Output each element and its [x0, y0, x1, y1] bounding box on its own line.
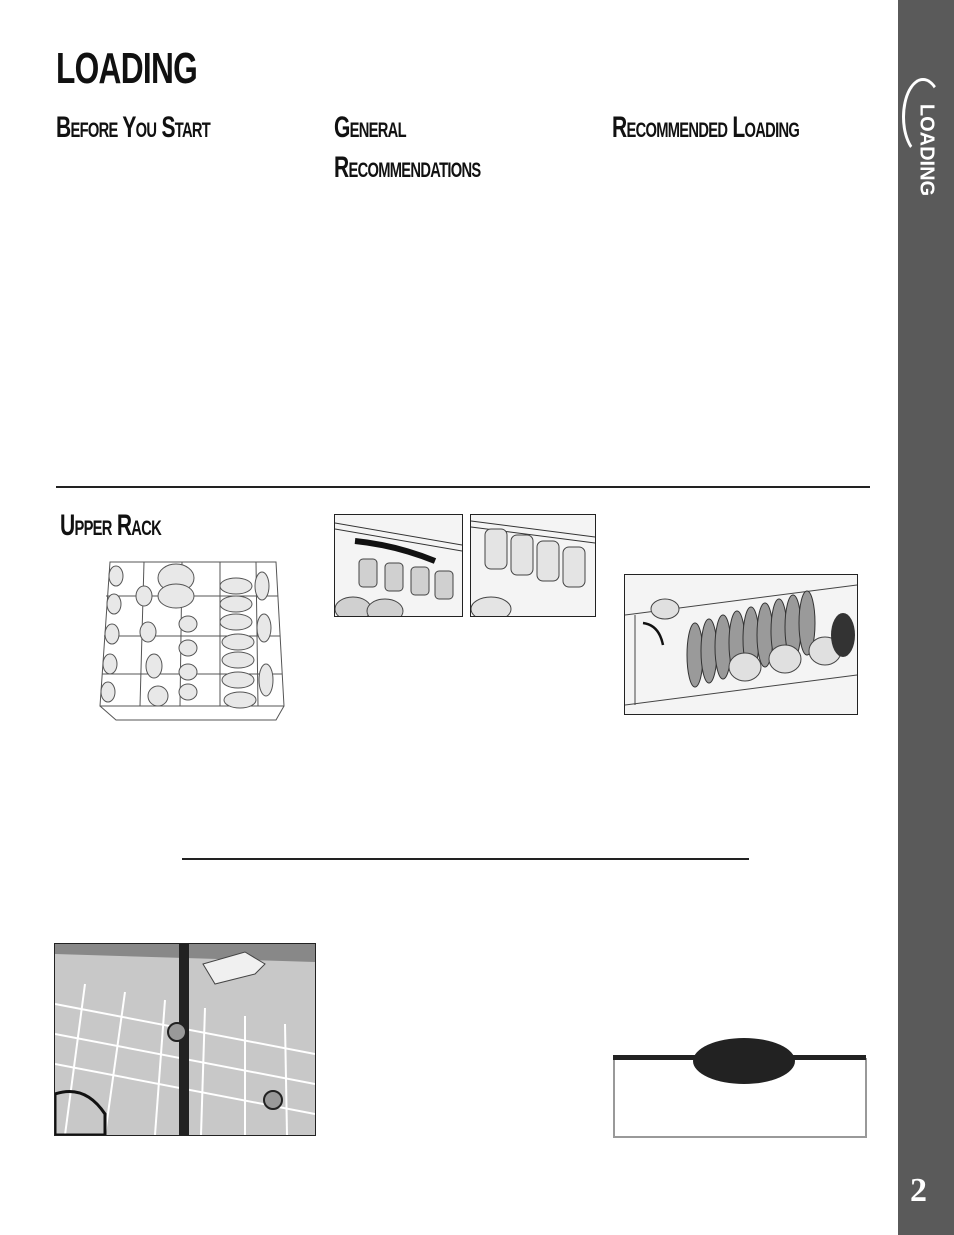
section-divider — [56, 486, 870, 488]
upper-rack-illustration — [96, 556, 288, 724]
heading-upper-rack: Upper Rack — [60, 509, 162, 542]
heading-recommended-loading: Recommended Loading — [612, 111, 800, 144]
heading-general-recommendations-2: Recommendations — [334, 151, 481, 184]
sidebar-tab — [898, 0, 954, 1235]
heading-before-you-start: Before You Start — [56, 111, 211, 144]
heading-general-recommendations-1: General — [334, 111, 406, 144]
glass-loading-illustration-2 — [470, 514, 596, 617]
plates-loading-illustration — [624, 574, 858, 715]
page-number: 2 — [910, 1172, 927, 1209]
glass-loading-illustration-1 — [334, 514, 463, 617]
note-label-badge — [693, 1038, 795, 1084]
rack-adjust-illustration — [54, 943, 316, 1136]
page-title: LOADING — [56, 44, 198, 93]
subsection-divider — [182, 858, 749, 860]
sidebar-tab-label: LOADING — [915, 103, 938, 197]
